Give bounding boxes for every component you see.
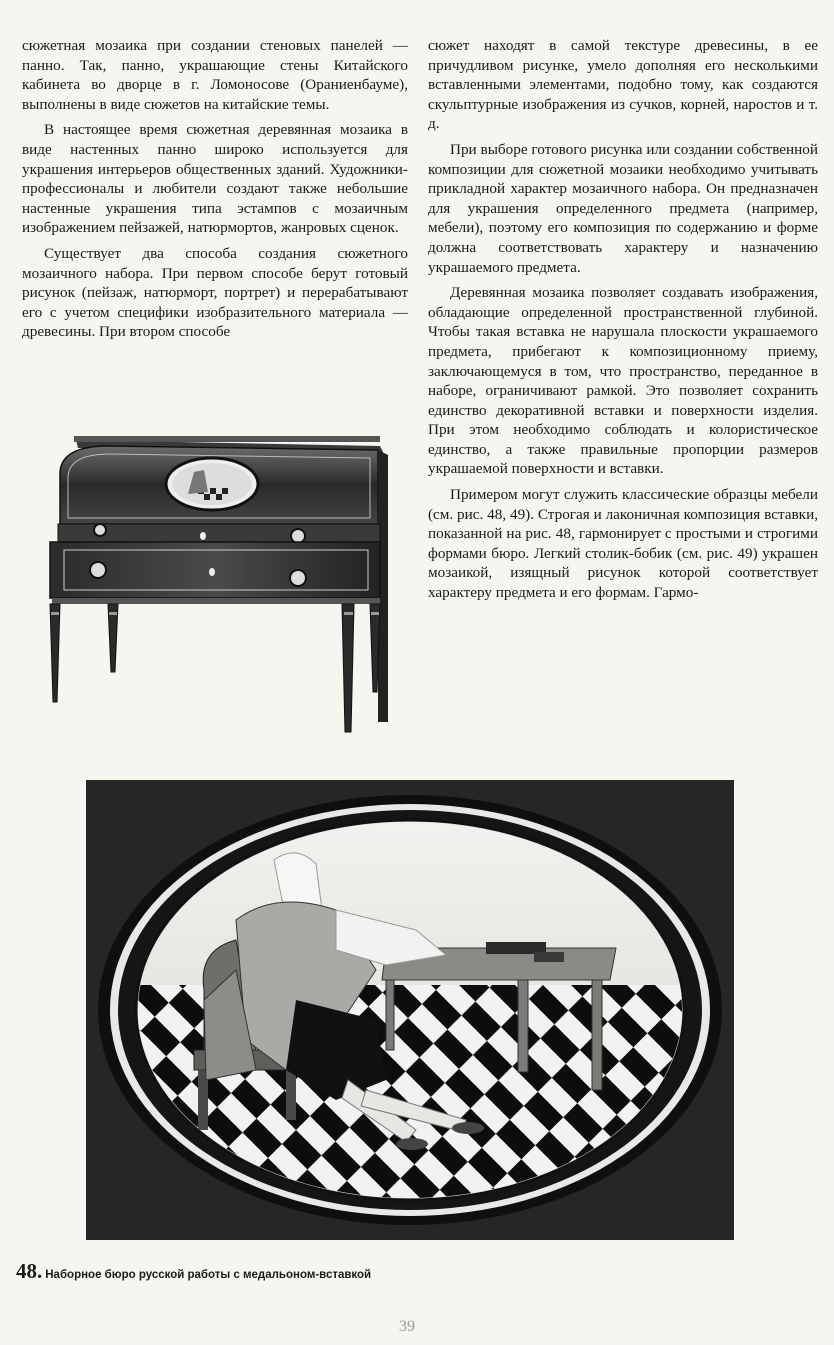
bureau-illustration bbox=[38, 432, 388, 747]
figure-number: 48. bbox=[16, 1259, 43, 1283]
figure-caption-text: Наборное бюро русской работы с медальоном-вставкой bbox=[45, 1269, 372, 1281]
paragraph: сюжет находят в самой текстуре древесины, в ее причудливом рисунке, умело дополняя его несколькими вставленными элементами, подобно тому, как создаются скульптурные изображения из сучков, корней, наростов и т. д. bbox=[428, 37, 818, 133]
right-text-column bbox=[428, 36, 818, 603]
page-number: 39 bbox=[399, 1318, 415, 1335]
paragraph: Существует два способа создания сюжетного мозаичного набора. При первом способе берут готовый рисунок (пейзаж, натюрморт, портрет) и перерабатывают его с учетом специфики изобразительного материала — древесины. При втором способе bbox=[22, 244, 408, 341]
paragraph: При выборе готового рисунка или создании собственной композиции для сюжетной мозаики необходимо учитывать прикладной характер мозаичного набора. Он предназначен для украшения определенного предмета (например, мебели), поэтому его композиция по содержанию и форме должна соответствовать характеру и назначению украшаемого предмета. bbox=[428, 140, 818, 276]
paragraph: Деревянная мозаика позволяет создавать изображения, обладающие определенной пространственной глубиной. Чтобы такая вставка не нарушала плоскости украшаемого предмета, прибегают к композиционному приему, заключающемуся в том, что пространство, переданное в наборе, ограничивают рамкой. Это позволяет сохранить единство декоративной вставки и поверхности изделия. При этом необходимо соблюдать и колористическое единство, а также правильные пропорции размеров украшаемой поверхности и вставки. bbox=[428, 284, 818, 478]
figure-caption bbox=[16, 1259, 436, 1283]
paragraph: сюжетная мозаика при создании стеновых панелей — панно. Так, панно, украшающие стены Китайского кабинета во дворце в г. Ломоносове (Ораниенбауме), выполнены в виде сюжетов на китайские темы. bbox=[22, 37, 408, 113]
medallion-inlay-photo bbox=[86, 780, 734, 1240]
paragraph: В настоящее время сюжетная деревянная мозаика в виде настенных панно широко используется для украшения интерьеров общественных зданий. Художники-профессионалы и любители создают также небольшие настенные украшения типа эстампов с мозаичным изображением пейзажей, натюрмортов, жанровых сценок. bbox=[22, 121, 408, 237]
paragraph: Примером могут служить классические образцы мебели (см. рис. 48, 49). Строгая и лаконичная композиция вставки, показанной на рис. 48, гармонирует с простыми и строгими формами бюро. Легкий столик-бобик (см. рис. 49) украшен мозаикой, изящный рисунок которой соответствует характеру предмета и его формам. Гармо- bbox=[428, 486, 818, 602]
left-text-column bbox=[22, 36, 408, 342]
